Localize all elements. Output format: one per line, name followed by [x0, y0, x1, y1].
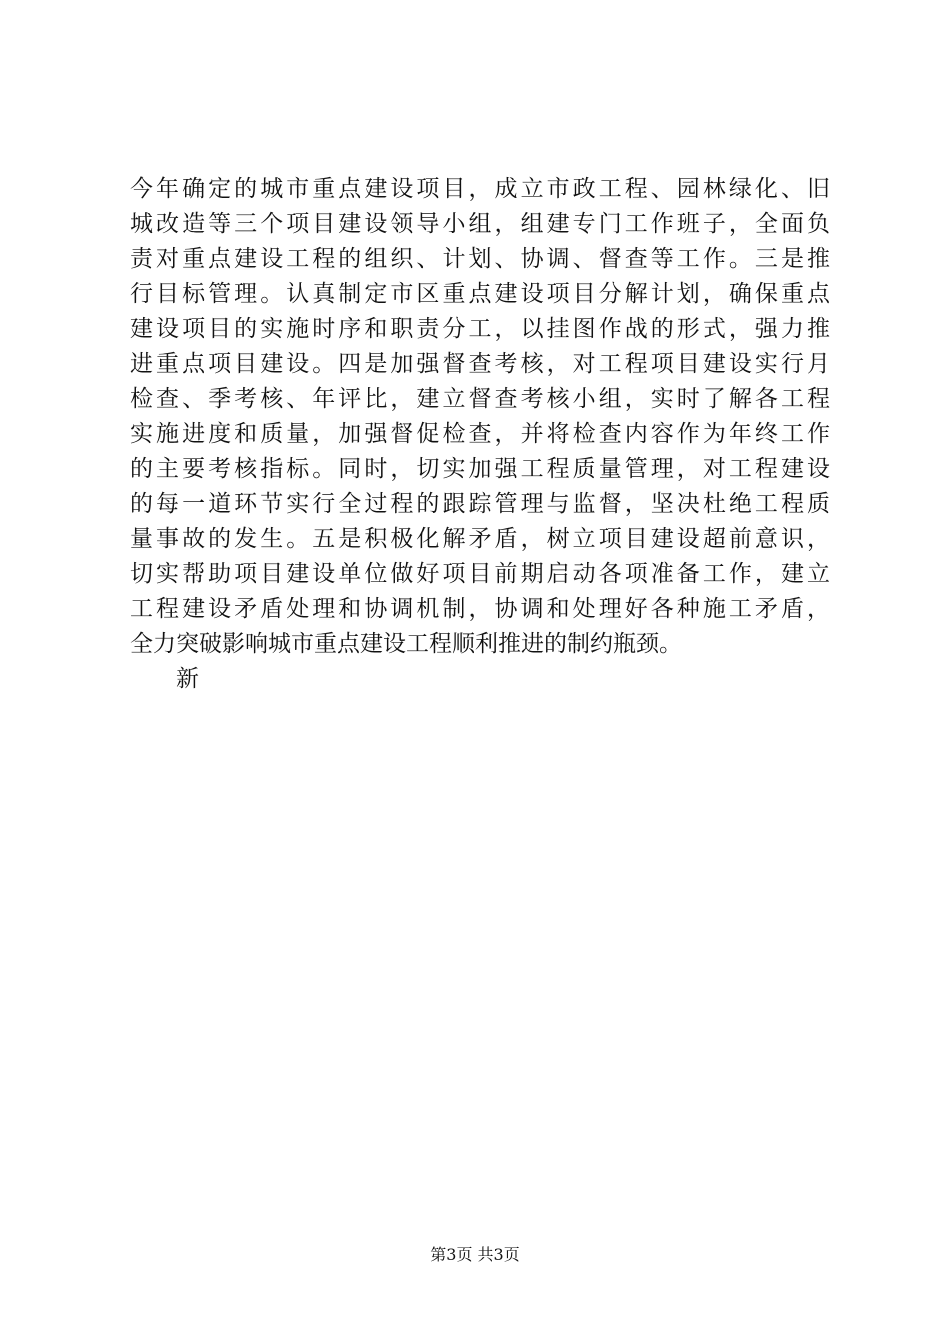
text-line: 实施进度和质量，加强督促检查，并将检查内容作为年终工作 — [130, 421, 830, 447]
text-line: 行目标管理。认真制定市区重点建设项目分解计划，确保重点 — [130, 281, 830, 307]
text-line: 责对重点建设工程的组织、计划、协调、督查等工作。三是推 — [130, 246, 830, 272]
next-paragraph-start: 新 — [176, 666, 199, 692]
text-line: 量事故的发生。五是积极化解矛盾，树立项目建设超前意识， — [130, 526, 830, 552]
text-line: 今年确定的城市重点建设项目，成立市政工程、园林绿化、旧 — [130, 176, 830, 202]
text-line: 检查、季考核、年评比，建立督查考核小组，实时了解各工程 — [130, 386, 830, 412]
text-line: 切实帮助项目建设单位做好项目前期启动各项准备工作，建立 — [130, 561, 830, 587]
text-line: 城改造等三个项目建设领导小组，组建专门工作班子，全面负 — [130, 211, 830, 237]
page-number: 第3页 共3页 — [430, 1245, 520, 1264]
text-line: 的每一道环节实行全过程的跟踪管理与监督，坚决杜绝工程质 — [130, 491, 830, 517]
text-line: 工程建设矛盾处理和协调机制，协调和处理好各种施工矛盾， — [130, 596, 830, 622]
text-line: 建设项目的实施时序和职责分工，以挂图作战的形式，强力推 — [130, 316, 830, 342]
text-line: 的主要考核指标。同时，切实加强工程质量管理，对工程建设 — [130, 456, 830, 482]
text-line: 进重点项目建设。四是加强督查考核，对工程项目建设实行月 — [130, 351, 830, 377]
page-footer — [0, 1243, 950, 1267]
text-line: 全力突破影响城市重点建设工程顺利推进的制约瓶颈。 — [130, 631, 682, 657]
body-paragraph — [130, 172, 830, 697]
